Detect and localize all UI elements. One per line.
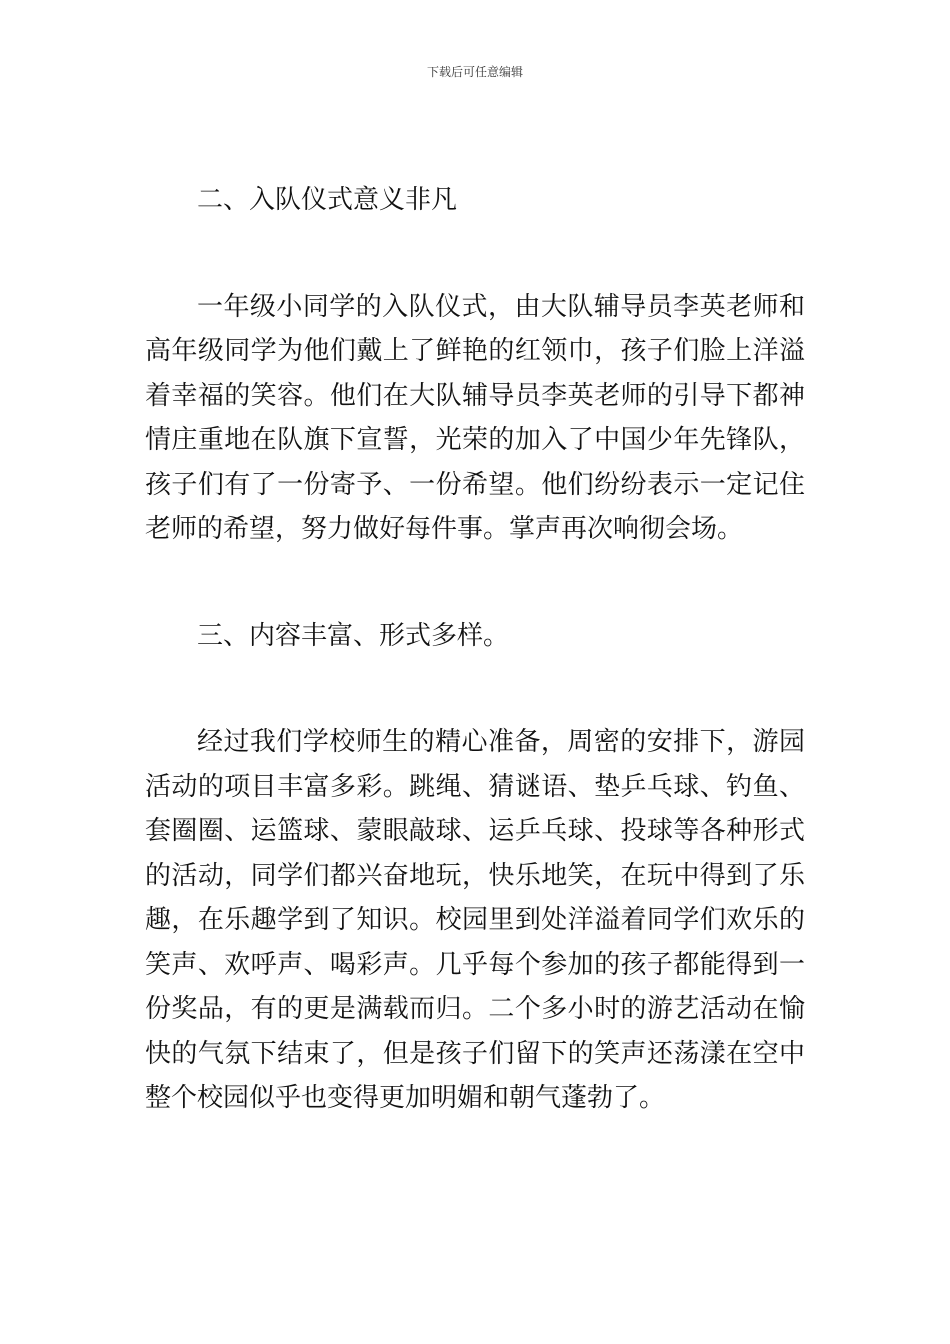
section-paragraph: 经过我们学校师生的精心准备，周密的安排下，游园活动的项目丰富多彩。跳绳、猜谜语、垫乒乓球、钓鱼、套圈圈、运篮球、蒙眼敲球、运乒乓球、投球等各种形式的活动，同学们都兴奋地玩，快乐地笑，在玩中得到了乐趣，在乐趣学到了知识。校园里到处洋溢着同学们欢乐的笑声、欢呼声、喝彩声。几乎每个参加的孩子都能得到一份奖品，有的更是满载而归。二个多小时的游艺活动在愉快的气氛下结束了，但是孩子们留下的笑声还荡漾在空中整个校园似乎也变得更加明媚和朝气蓬勃了。: [145, 727, 805, 1113]
page-header: 下载后可任意编辑: [426, 65, 523, 79]
section-heading: 二、入队仪式意义非凡: [197, 185, 458, 215]
document-body: [145, 178, 805, 1121]
section-heading: 三、内容丰富、形式多样。: [197, 620, 510, 651]
section-paragraph: 一年级小同学的入队仪式，由大队辅导员李英老师和高年级同学为他们戴上了鲜艳的红领巾，孩子们脸上洋溢着幸福的笑容。他们在大队辅导员李英老师的引导下都神情庄重地在队旗下宣誓，光荣的加入了中国少年先锋队，孩子们有了一份寄予、一份希望。他们纷纷表示一定记住老师的希望，努力做好每件事。掌声再次响彻会场。: [145, 291, 805, 544]
